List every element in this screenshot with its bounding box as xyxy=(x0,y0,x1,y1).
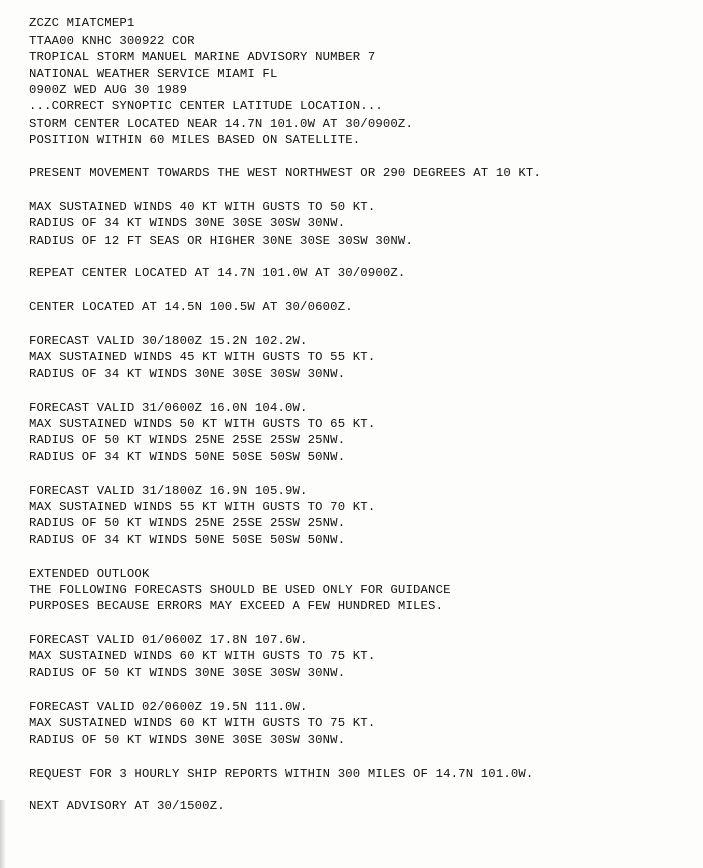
advisory-line: EXTENDED OUTLOOK xyxy=(29,567,150,581)
advisory-line: RADIUS OF 34 KT WINDS 50NE 50SE 50SW 50NW. xyxy=(29,533,346,547)
advisory-line: RADIUS OF 34 KT WINDS 30NE 30SE 30SW 30NW. xyxy=(29,216,346,230)
advisory-line: FORECAST VALID 02/0600Z 19.5N 111.0W. xyxy=(29,700,308,714)
advisory-line: MAX SUSTAINED WINDS 40 KT WITH GUSTS TO 50 KT. xyxy=(29,200,376,214)
advisory-line: RADIUS OF 50 KT WINDS 30NE 30SE 30SW 30NW. xyxy=(29,733,346,747)
advisory-line: TROPICAL STORM MANUEL MARINE ADVISORY NUMBER 7 xyxy=(29,50,376,64)
advisory-line: MAX SUSTAINED WINDS 45 KT WITH GUSTS TO 55 KT. xyxy=(29,350,376,364)
advisory-line: FORECAST VALID 01/0600Z 17.8N 107.6W. xyxy=(29,633,308,647)
advisory-line: ZCZC MIATCMEP1 xyxy=(29,16,135,30)
advisory-line: STORM CENTER LOCATED NEAR 14.7N 101.0W AT 30/0900Z. xyxy=(29,117,413,131)
advisory-line: MAX SUSTAINED WINDS 60 KT WITH GUSTS TO 75 KT. xyxy=(29,649,376,663)
advisory-line: POSITION WITHIN 60 MILES BASED ON SATELLITE. xyxy=(29,133,361,147)
advisory-line: THE FOLLOWING FORECASTS SHOULD BE USED ONLY FOR GUIDANCE xyxy=(29,583,451,597)
advisory-line: TTAA00 KNHC 300922 COR xyxy=(29,34,195,48)
advisory-line: PURPOSES BECAUSE ERRORS MAY EXCEED A FEW HUNDRED MILES. xyxy=(29,599,444,613)
advisory-line: MAX SUSTAINED WINDS 55 KT WITH GUSTS TO 70 KT. xyxy=(29,500,376,514)
advisory-line: FORECAST VALID 31/1800Z 16.9N 105.9W. xyxy=(29,484,308,498)
advisory-line: RADIUS OF 50 KT WINDS 25NE 25SE 25SW 25NW. xyxy=(29,516,346,530)
advisory-line: RADIUS OF 50 KT WINDS 30NE 30SE 30SW 30NW. xyxy=(29,666,346,680)
advisory-line: NATIONAL WEATHER SERVICE MIAMI FL xyxy=(29,67,278,81)
advisory-line: RADIUS OF 12 FT SEAS OR HIGHER 30NE 30SE 30SW 30NW. xyxy=(29,234,413,248)
advisory-line: RADIUS OF 34 KT WINDS 50NE 50SE 50SW 50NW. xyxy=(29,450,346,464)
advisory-line: ...CORRECT SYNOPTIC CENTER LATITUDE LOCATION... xyxy=(29,99,383,113)
advisory-line: 0900Z WED AUG 30 1989 xyxy=(29,83,188,97)
advisory-line: FORECAST VALID 31/0600Z 16.0N 104.0W. xyxy=(29,401,308,415)
advisory-line: REQUEST FOR 3 HOURLY SHIP REPORTS WITHIN 300 MILES OF 14.7N 101.0W. xyxy=(29,767,534,781)
advisory-line: RADIUS OF 50 KT WINDS 25NE 25SE 25SW 25NW. xyxy=(29,433,346,447)
page-edge-shadow xyxy=(0,800,6,868)
advisory-line: MAX SUSTAINED WINDS 50 KT WITH GUSTS TO 65 KT. xyxy=(29,417,376,431)
advisory-line: MAX SUSTAINED WINDS 60 KT WITH GUSTS TO 75 KT. xyxy=(29,716,376,730)
advisory-line: RADIUS OF 34 KT WINDS 30NE 30SE 30SW 30NW. xyxy=(29,367,346,381)
advisory-line: CENTER LOCATED AT 14.5N 100.5W AT 30/0600Z. xyxy=(29,300,353,314)
advisory-line: NEXT ADVISORY AT 30/1500Z. xyxy=(29,799,225,813)
advisory-line: PRESENT MOVEMENT TOWARDS THE WEST NORTHWEST OR 290 DEGREES AT 10 KT. xyxy=(29,166,541,180)
advisory-line: REPEAT CENTER LOCATED AT 14.7N 101.0W AT 30/0900Z. xyxy=(29,266,406,280)
advisory-line: FORECAST VALID 30/1800Z 15.2N 102.2W. xyxy=(29,334,308,348)
